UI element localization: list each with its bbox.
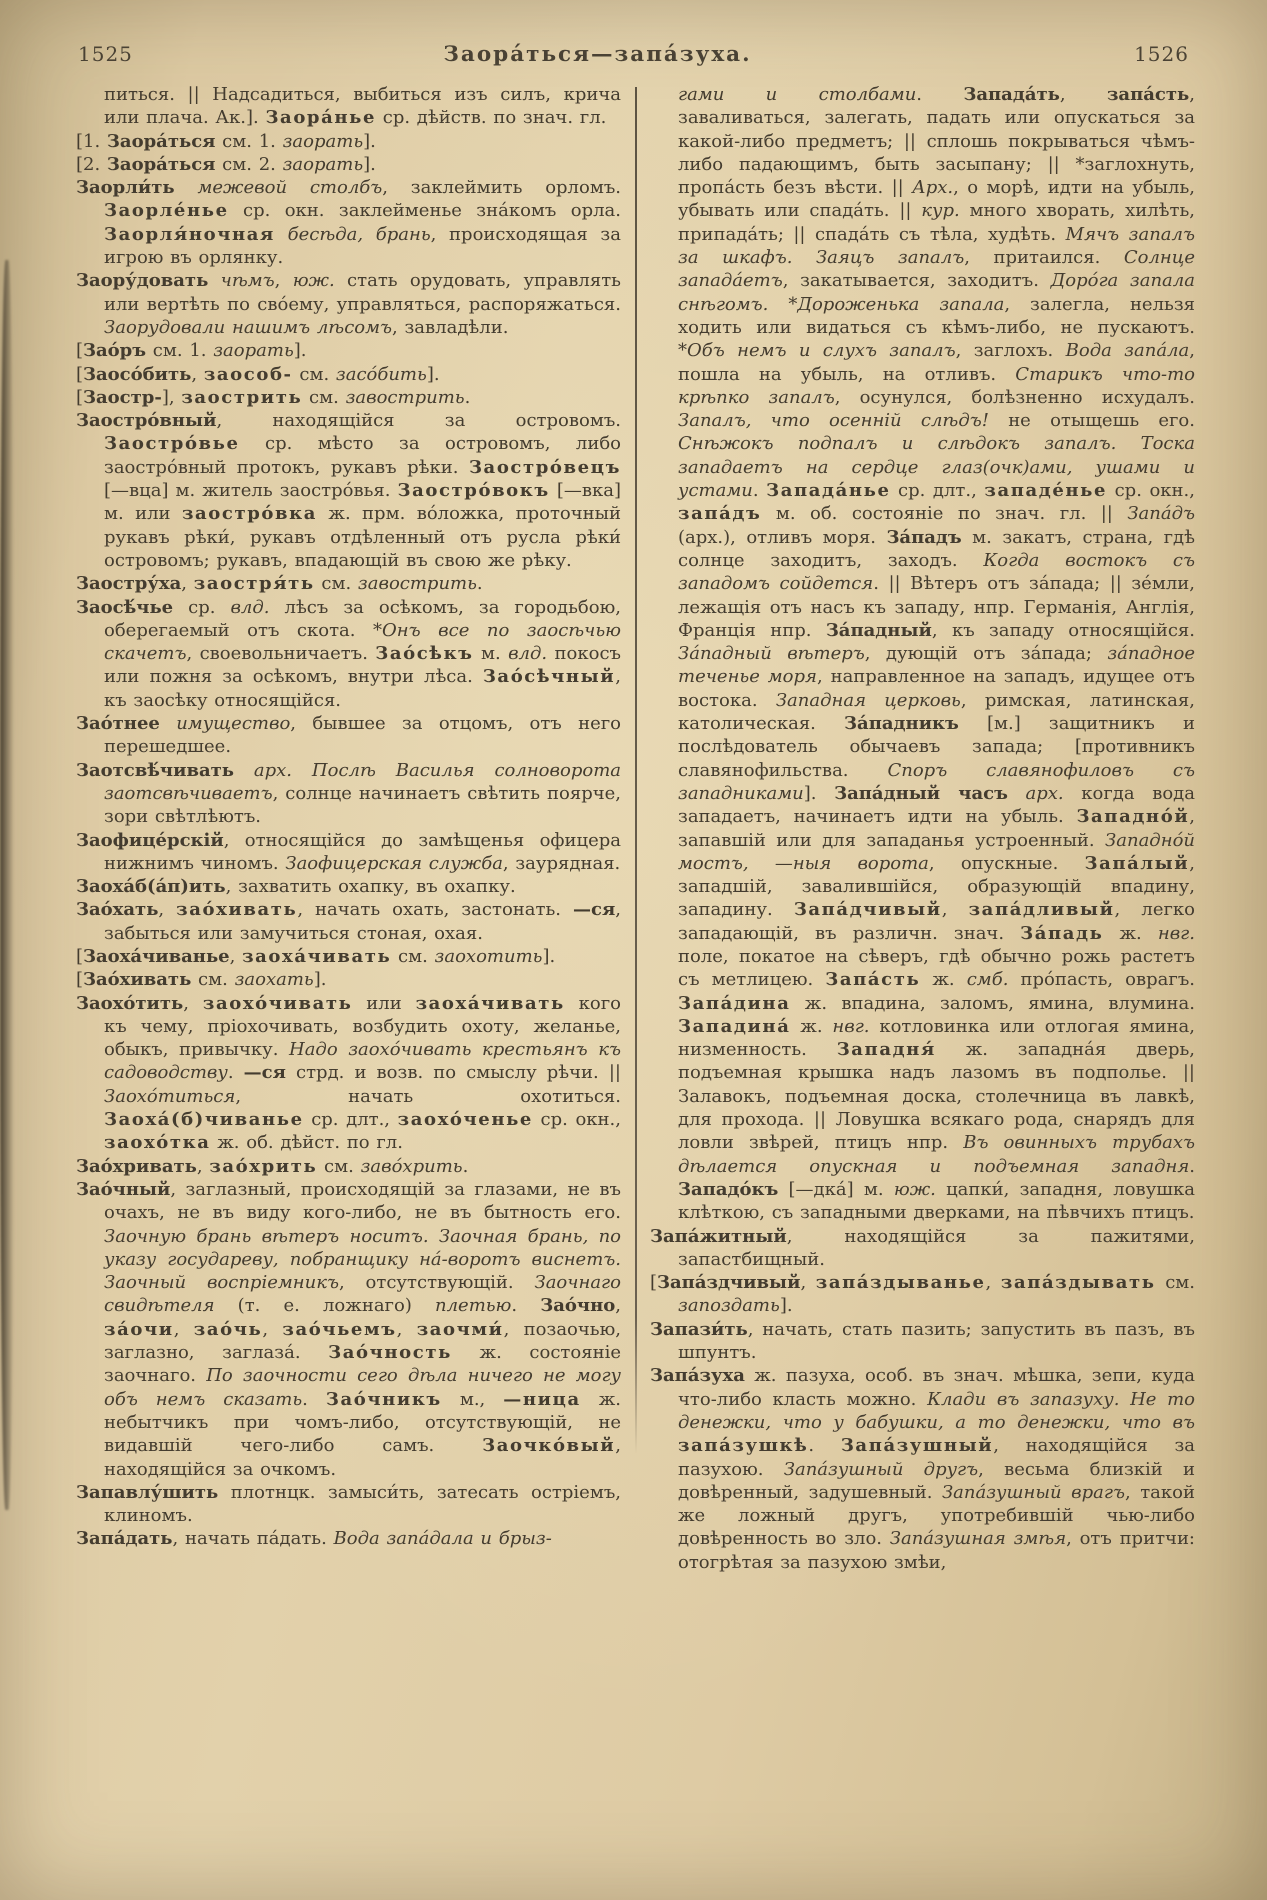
right-column — [650, 83, 1195, 1574]
dictionary-entry: [Заостр-], заострить см. завострить. — [76, 386, 471, 408]
dictionary-entry: Запа́зуха ж. пазуха, особ. въ знач. мѣшка, зепи, куда что-либо класть можно. Клади въ запазуху. Не то денежки, что у бабушки, а то денежки, что въ запа́зушкѣ. Запа́зушный, находящійся за пазухою. Запа́зушный другъ, весьма близкій и довѣренный, задушевный. Запа́зушный врагъ, такой же ложный другъ, употребившій чью-либо довѣренность во зло. Запа́зушная змѣя, отъ притчи: отогрѣтая за пазухою змѣи, — [650, 1365, 1196, 1573]
dictionary-entry: [2. Заора́ться см. 2. заорать]. — [76, 153, 376, 175]
running-title: Заора́ться—запа́зуха. — [443, 42, 752, 67]
dictionary-entry: Заофице́рскій, относящійся до замѣщенья офицера нижнимъ чиномъ. Заофицерская служба, заурядная. — [76, 829, 621, 874]
dictionary-entry: Заотсвѣ́чивать арх. Послѣ Василья солноворота заотсвѣчиваетъ, солнце начинаетъ свѣтить поярче, зори свѣтлѣютъ. — [76, 759, 621, 828]
dictionary-entry: Заору́довать чѣмъ, юж. стать орудовать, управлять или вертѣть по сво́ему, управляться, распоряжаться. Заорудовали нашимъ лѣсомъ, завладѣли. — [76, 270, 621, 338]
dictionary-entry: Заоха́б(а́п)ить, захватить охапку, въ охапку. — [76, 876, 516, 898]
dictionary-entry: Заосѣ́чье ср. влд. лѣсъ за осѣкомъ, за городьбою, оберегаемый отъ скота. *Онъ все по заосѣчью скачетъ, своевольничаетъ. Зао́сѣкъ м. влд. покосъ или пожня за осѣкомъ, внутри лѣса. Зао́сѣчный, къ заосѣку относящійся. — [76, 596, 621, 711]
dictionary-entry: [1. Заора́ться см. 1. заорать]. — [76, 130, 376, 152]
dictionary-entry: Заохо́тить, заохо́чивать или заоха́чивать кого къ чему, пріохочивать, возбудить охоту, желанье, обыкъ, привычку. Надо заохо́чивать крестьянъ къ садоводству. —ся стрд. и возв. по смыслу рѣчи. || Заохо́титься, начать охотиться. Заоха́(б)чиванье ср. длт., заохо́ченье ср. окн., заохо́тка ж. об. дѣйст. по гл. — [76, 992, 622, 1154]
dictionary-entry: гами и столбами. Запада́ть, запа́сть, заваливаться, залегать, падать или опускаться за какой-либо предметъ; || сплошь покрываться чѣмъ-либо падающимъ, быть засыпану; || *заглохнуть, пропа́сть безъ вѣсти. || Арх., о морѣ, идти на убыль, убывать или спада́ть. || кур. много хворать, хилѣть, припада́ть; || спада́ть съ тѣла, худѣть. Мячъ запалъ за шкафъ. Заяцъ запалъ, притаился. Солнце запада́етъ, закатывается, заходитъ. Доро́га запала снѣгомъ. *Дороженька запала, залегла, нельзя ходить или видаться съ кѣмъ-либо, не пускаютъ. *Объ немъ и слухъ запалъ, заглохъ. Вода запа́ла, пошла на убыль, на отливъ. Старикъ что-то крѣпко запалъ, осунулся, болѣзненно исхудалъ. Запалъ, что осенній слѣдъ! не отыщешь его. Снѣжокъ подпалъ и слѣдокъ запалъ. Тоска западаетъ на сердце глаз(очк)ами, ушами и устами. Запада́нье ср. длт., западе́нье ср. окн., запа́дъ м. об. состояніе по знач. гл. || Запа́дъ (арх.), отливъ моря. За́падъ м. закатъ, страна, гдѣ солнце заходитъ, заходъ. Когда востокъ съ западомъ сойдется. || Вѣтеръ отъ за́пада; || зе́мли, лежащія отъ насъ къ западу, нпр. Германія, Англія, Франція нпр. За́падный, къ западу относящійся. За́падный вѣтеръ, дующій отъ за́пада; за́падное теченье моря, направленное на западъ, идущее отъ востока. Западная церковь, римская, латинская, католическая. За́падникъ [м.] защитникъ и послѣдователь обычаевъ запада; [противникъ славянофильства. Споръ славянофиловъ съ западниками]. Запа́дный часъ арх. когда вода западаетъ, начинаетъ идти на убыль. Западно́й, запавшій или для западанья устроенный. Западно́й мостъ, —ныя ворота, опускные. Запа́лый, западшій, завалившійся, образующій впадину, западину. Запа́дчивый, запа́дливый, легко западающій, въ различн. знач. За́падь ж. нвг. поле, покатое на сѣверъ, гдѣ обычно рожь растетъ съ метлицею. Запа́сть ж. смб. про́пасть, оврагъ. Запа́дина ж. впадина, заломъ, ямина, влумина. Западина́ ж. нвг. котловинка или отлогая ямина, низменность. Западня́ ж. западна́я дверь, подъемная крышка надъ лазомъ въ подполье. || Залавокъ, подъемная доска, столечница въ лавкѣ, для прохода. || Ловушка всякаго рода, снарядъ для ловли звѣрей, птицъ нпр. Въ овинныхъ трубахъ дѣлается опускная и подъемная западня. Западо́къ [—дка́] м. юж. цапки́, западня, ловушка клѣткою, съ западными дверками, на пѣвчихъ птицъ. — [678, 84, 1196, 1224]
dictionary-entry: Зао́хривать, зао́хрить см. заво́хрить. — [76, 1155, 469, 1177]
dictionary-entry: Зао́чный, заглазный, происходящій за глазами, не въ очахъ, не въ виду кого-либо, не въ бытность его. Заочную брань вѣтеръ носитъ. Заочная брань, по указу государеву, побранщику на́-воротъ виснетъ. Заочный воспріемникъ, отсутствующій. Заочнаго свидѣтеля (т. е. ложнаго) плетью. Зао́чно, за́очи, зао́чь, зао́чьемъ, заочми́, позаочью, заглазно, заглаза́. Зао́чность ж. состояніе заочнаго. По заочности сего дѣла ничего не могу объ немъ сказать. Зао́чникъ м., —ница ж. небытчикъ при чомъ-либо, отсутствующій, не видавшій чего-либо самъ. Заочко́вый, находящійся за очкомъ. — [76, 1178, 622, 1480]
column-divider — [635, 87, 637, 1454]
page-number-right: 1526 — [1134, 42, 1189, 66]
page-header — [0, 0, 1267, 67]
left-column — [76, 83, 621, 1574]
text-block — [0, 67, 1267, 1574]
dictionary-entry: [Заоха́чиванье, заоха́чивать см. заохотить]. — [76, 945, 556, 967]
dictionary-entry: [Запа́здчивый, запа́здыванье, запа́здывать см. запоздать]. — [650, 1272, 1195, 1317]
dictionary-entry: Зао́хать, зао́хивать, начать охать, застонать. —ся, забыться или замучиться стоная, охая. — [76, 899, 621, 944]
dictionary-entry: Запа́дать, начать па́дать. Вода запа́дала и брыз- — [76, 1528, 552, 1550]
dictionary-entry: питься. || Надсадиться, выбиться изъ силъ, крича или плача. Ак.]. Заора́нье ср. дѣйств. по знач. гл. — [104, 84, 621, 129]
page-number-left: 1525 — [78, 42, 133, 66]
dictionary-entry: [Зао́хивать см. заохать]. — [76, 969, 327, 991]
dictionary-entry: [Зао́ръ см. 1. заорать]. — [76, 340, 307, 362]
dictionary-entry: Заостро́вный, находящійся за островомъ. Заостро́вье ср. мѣсто за островомъ, либо заостро́вный протокъ, рукавъ рѣки. Заостро́вецъ [—вца] м. житель заостро́вья. Заостро́вокъ [—вка] м. или заостро́вка ж. прм. во́ложка, проточный рукавъ рѣки́, рукавъ отдѣленный отъ русла рѣки́ островомъ; рукавъ, впадающій въ свою же рѣку. — [76, 410, 621, 571]
dictionary-entry: Запа́житный, находящійся за пажитями, запастбищный. — [650, 1225, 1195, 1270]
dictionary-entry: Зао́тнее имущество, бывшее за отцомъ, отъ него перешедшее. — [76, 713, 621, 758]
dictionary-entry: [Заосо́бить, заособ- см. засо́бить]. — [76, 363, 440, 385]
book-gutter-shadow — [0, 260, 14, 1510]
dictionary-entry: Запази́ть, начать, стать пазить; запустить въ пазъ, въ шпунтъ. — [650, 1318, 1195, 1364]
dictionary-entry: Заорли́ть межевой столбъ, заклеймить орломъ. Заорле́нье ср. окн. заклейменье зна́комъ орла. Заорля́ночная бесѣда, брань, происходящая за игрою въ орлянку. — [76, 177, 621, 269]
dictionary-entry: Запавлу́шить плотнцк. замыси́ть, затесать остріемъ, клиномъ. — [76, 1481, 621, 1527]
dictionary-entry: Заостру́ха, заостря́ть см. завострить. — [76, 573, 483, 595]
